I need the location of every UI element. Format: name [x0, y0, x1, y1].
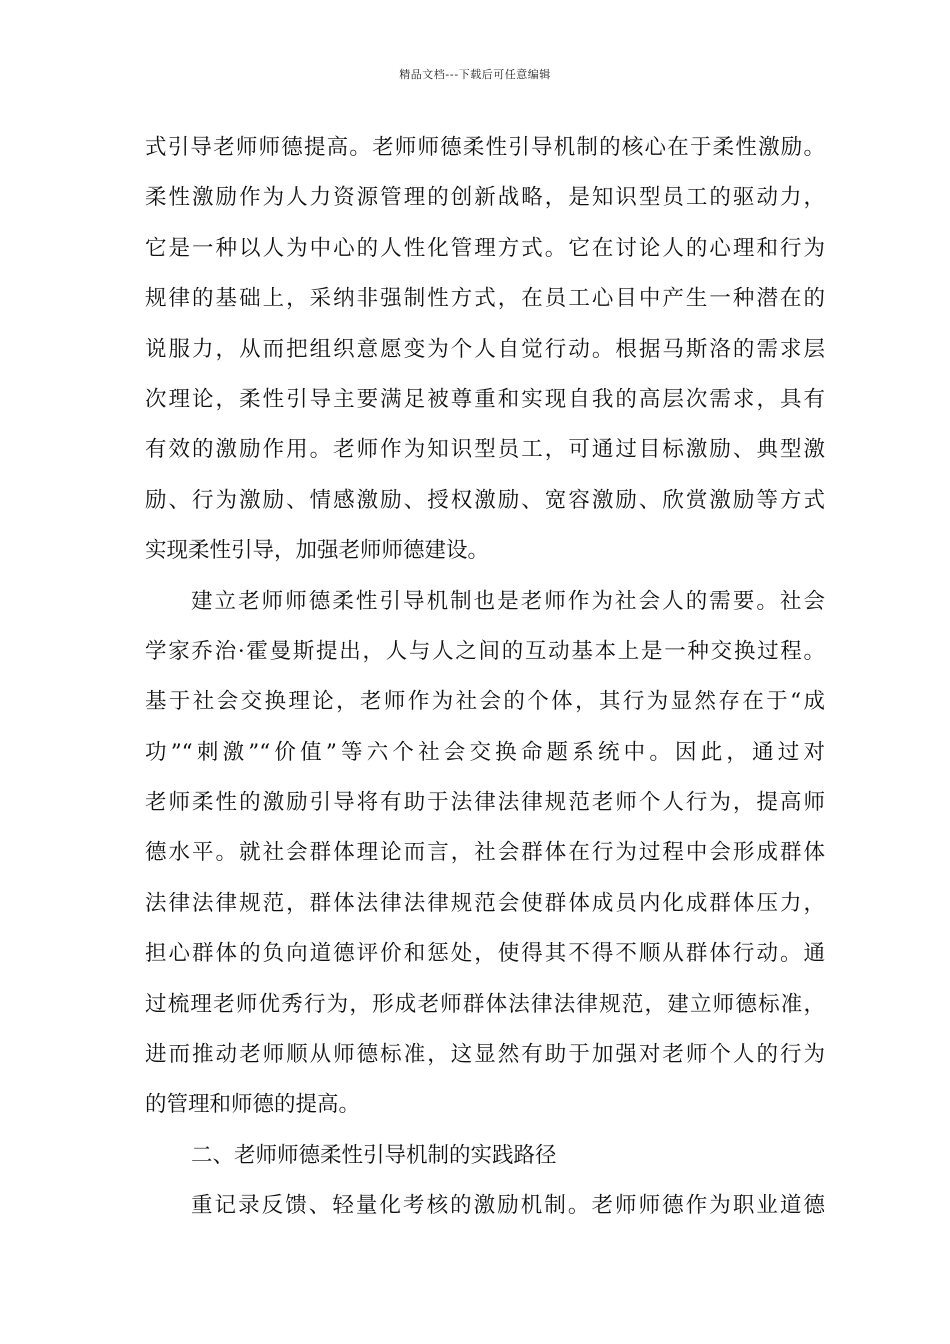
- text-line: 老师柔性的激励引导将有助于法律法律规范老师个人行为，提高师: [145, 790, 825, 816]
- text-line: 的管理和师德的提高。: [145, 1092, 361, 1118]
- section-heading: 二、老师师德柔性引导机制的实践路径: [191, 1142, 557, 1168]
- text-line: 说服力，从而把组织意愿变为个人自觉行动。根据马斯洛的需求层: [145, 336, 825, 362]
- text-line: 德水平。就社会群体理论而言，社会群体在行为过程中会形成群体: [145, 840, 825, 866]
- text-line: 规律的基础上，采纳非强制性方式，在员工心目中产生一种潜在的: [145, 286, 825, 312]
- page-header: 精品文档---下载后可任意编辑: [399, 68, 551, 81]
- text-line: 功”“刺激”“价值”等六个社会交换命题系统中。因此，通过对: [145, 739, 825, 765]
- text-line: 实现柔性引导，加强老师师德建设。: [145, 538, 490, 564]
- text-line: 次理论，柔性引导主要满足被尊重和实现自我的高层次需求，具有: [145, 386, 825, 412]
- text-line: 励、行为激励、情感激励、授权激励、宽容激励、欣赏激励等方式: [145, 487, 825, 513]
- text-line: 学家乔治·霍曼斯提出，人与人之间的互动基本上是一种交换过程。: [145, 638, 825, 664]
- body-text: [145, 128, 825, 1237]
- text-line: 担心群体的负向道德评价和惩处，使得其不得不顺从群体行动。通: [145, 941, 825, 967]
- text-line: 柔性激励作为人力资源管理的创新战略，是知识型员工的驱动力，: [145, 185, 825, 211]
- text-line: 建立老师师德柔性引导机制也是老师作为社会人的需要。社会: [191, 588, 825, 614]
- text-line: 法律法律规范，群体法律法律规范会使群体成员内化成群体压力，: [145, 890, 825, 916]
- text-line: 基于社会交换理论，老师作为社会的个体，其行为显然存在于“成: [145, 689, 825, 715]
- text-line: 进而推动老师顺从师德标准，这显然有助于加强对老师个人的行为: [145, 1042, 825, 1068]
- text-line: 式引导老师师德提高。老师师德柔性引导机制的核心在于柔性激励。: [145, 135, 825, 160]
- text-line: 过梳理老师优秀行为，形成老师群体法律法律规范，建立师德标准，: [145, 991, 825, 1017]
- text-line: 重记录反馈、轻量化考核的激励机制。老师师德作为职业道德: [191, 1193, 825, 1219]
- text-line: 它是一种以人为中心的人性化管理方式。它在讨论人的心理和行为: [145, 235, 825, 261]
- text-line: 有效的激励作用。老师作为知识型员工，可通过目标激励、典型激: [145, 437, 825, 463]
